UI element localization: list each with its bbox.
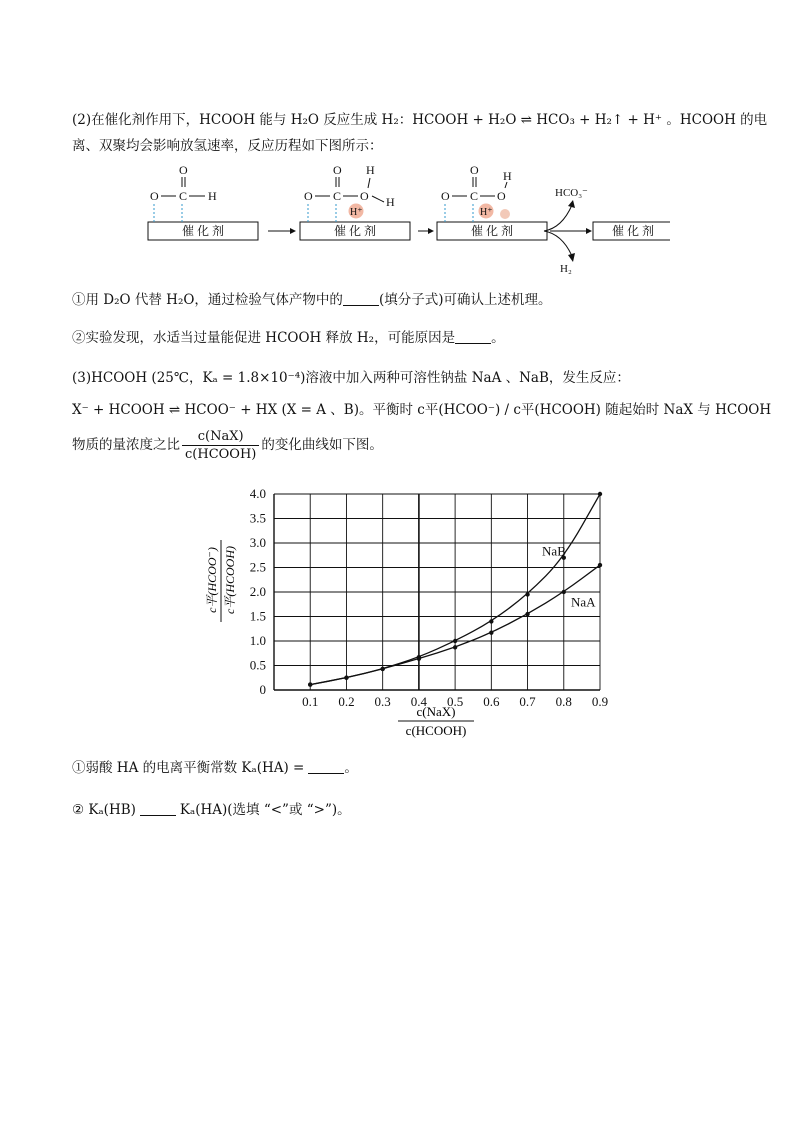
point-NaA-0.9 bbox=[598, 563, 602, 567]
part3-line1: (3)HCOOH (25℃，Kₐ = 1.8×10⁻⁴)溶液中加入两种可溶性钠盐 NaA 、NaB，发生反应： bbox=[72, 370, 630, 386]
part3-q1: ①弱酸 HA 的电离平衡常数 Kₐ(HA) = 。 bbox=[72, 760, 358, 776]
part2-q1: ①用 D₂O 代替 H₂O，通过检验气体产物中的 (填分子式)可确认上述机理。 bbox=[72, 292, 552, 308]
y-tick-1.0: 1.0 bbox=[249, 633, 266, 648]
part2-line1: (2)在催化剂作用下，HCOOH 能与 H₂O 反应生成 H₂：HCOOH + H₂O ⇌ HCO₃ + H₂↑ + H⁺ 。HCOOH 的电 bbox=[72, 112, 768, 128]
point-NaB-0.6 bbox=[489, 619, 493, 623]
point-NaA-0.8 bbox=[562, 590, 566, 594]
point-NaA-0.4 bbox=[417, 656, 421, 660]
x-tick-0.2: 0.2 bbox=[338, 694, 355, 709]
m3-C: C bbox=[470, 189, 479, 203]
m2-O-top: O bbox=[333, 163, 342, 177]
x-axis-label-numerator: c(NaX) bbox=[416, 704, 456, 719]
point-NaA-0.2 bbox=[344, 676, 348, 680]
point-NaA-0.7 bbox=[525, 612, 529, 616]
q2-answer-blank[interactable] bbox=[455, 329, 491, 344]
series-label-NaB: NaB bbox=[542, 543, 566, 559]
catalyst-label-1: 催 化 剂 bbox=[181, 224, 225, 238]
m1-C: C bbox=[179, 189, 188, 203]
product-hco3: HCO₃⁻ bbox=[555, 187, 588, 199]
q1-answer-blank[interactable] bbox=[343, 291, 379, 306]
m2-C: C bbox=[333, 189, 342, 203]
x-tick-0.9: 0.9 bbox=[591, 694, 609, 709]
y-tick-4.0: 4.0 bbox=[249, 486, 266, 501]
m3-H-top: H bbox=[503, 169, 512, 183]
m3-O: O bbox=[441, 189, 450, 203]
x-axis-label-denominator: c(HCOOH) bbox=[405, 723, 467, 738]
ka-ha-answer-blank[interactable] bbox=[308, 759, 344, 774]
m2-Hplus: H⁺ bbox=[350, 207, 363, 218]
m1-O: O bbox=[150, 189, 159, 203]
m3-Hplus: H⁺ bbox=[480, 207, 493, 218]
x-tick-0.5: 0.5 bbox=[446, 694, 464, 709]
branch-arrow-up bbox=[544, 205, 572, 231]
y-tick-0.5: 0.5 bbox=[249, 657, 266, 673]
part3-line2: X⁻ + HCOOH ⇌ HCOO⁻ + HX (X = A 、B)。平衡时 c平(HCOO⁻) / c平(HCOOH) 随起始时 NaX 与 HCOOH bbox=[72, 402, 772, 418]
y-tick-2.0: 2.0 bbox=[249, 584, 266, 599]
y-axis-label-denominator: c平(HCOOH) bbox=[223, 546, 237, 614]
y-tick-3.0: 3.0 bbox=[249, 535, 266, 550]
ratio-chart bbox=[190, 480, 630, 750]
y-tick-0: 0 bbox=[259, 682, 266, 697]
m2-H-right: H bbox=[386, 195, 395, 209]
branch-arrow-down bbox=[544, 231, 572, 256]
series-label-NaA: NaA bbox=[571, 594, 596, 610]
compare-answer-blank[interactable] bbox=[140, 801, 176, 816]
catalyst-label-4: 催 化 剂 bbox=[611, 224, 655, 238]
m2-O: O bbox=[304, 189, 313, 203]
m3-O-right: O bbox=[497, 189, 506, 203]
step-arrow-1-head bbox=[290, 228, 296, 234]
point-NaB-0.5 bbox=[453, 639, 457, 643]
step-arrow-2-head bbox=[428, 228, 434, 234]
ratio-fraction: $\frac{\text{c(NaX)}}{\text{c(HCOOH)}}$ bbox=[182, 428, 259, 463]
point-NaA-0.6 bbox=[489, 630, 493, 634]
point-NaB-0.7 bbox=[525, 592, 529, 596]
m3-O-top: O bbox=[470, 163, 479, 177]
y-axis-label-numerator: c平(HCOO⁻) bbox=[205, 547, 219, 613]
chart-grid bbox=[274, 494, 600, 690]
x-tick-0.4: 0.4 bbox=[410, 694, 428, 709]
part2-q2: ②实验发现，水适当过量能促进 HCOOH 释放 H₂，可能原因是 。 bbox=[72, 330, 505, 346]
x-tick-0.7: 0.7 bbox=[519, 694, 536, 709]
y-tick-3.5: 3.5 bbox=[249, 510, 266, 526]
m2-H-top: H bbox=[366, 163, 375, 177]
point-NaA-0.1 bbox=[308, 682, 312, 686]
x-tick-0.3: 0.3 bbox=[374, 694, 391, 709]
x-tick-0.8: 0.8 bbox=[555, 694, 572, 709]
y-tick-2.5: 2.5 bbox=[249, 559, 266, 575]
m1-O-top: O bbox=[179, 163, 188, 177]
part2-line2: 离、双聚均会影响放氢速率，反应历程如下图所示： bbox=[72, 138, 383, 154]
catalyst-label-2: 催 化 剂 bbox=[333, 224, 377, 238]
m2-O-right: O bbox=[360, 189, 369, 203]
product-h2: H₂ bbox=[560, 263, 572, 275]
x-tick-0.6: 0.6 bbox=[483, 694, 500, 709]
part3-line3: 物质的量浓度之比 $\frac{\text{c(NaX)}}{\text{c(HCOOH)}}$ 的变化曲线如下图。 bbox=[72, 429, 383, 462]
point-NaA-0.3 bbox=[380, 667, 384, 671]
catalyst-label-3: 催 化 剂 bbox=[470, 224, 514, 238]
mechanism-diagram bbox=[130, 160, 670, 280]
point-NaA-0.5 bbox=[453, 645, 457, 649]
x-tick-0.1: 0.1 bbox=[302, 694, 319, 709]
point-NaB-0.9 bbox=[598, 492, 602, 496]
part3-q2: ② Kₐ(HB) Kₐ(HA)(选填 “<”或 “>”)。 bbox=[72, 802, 351, 818]
m1-H: H bbox=[208, 189, 217, 203]
y-tick-1.5: 1.5 bbox=[249, 608, 266, 624]
m3-small-highlight bbox=[500, 209, 510, 219]
